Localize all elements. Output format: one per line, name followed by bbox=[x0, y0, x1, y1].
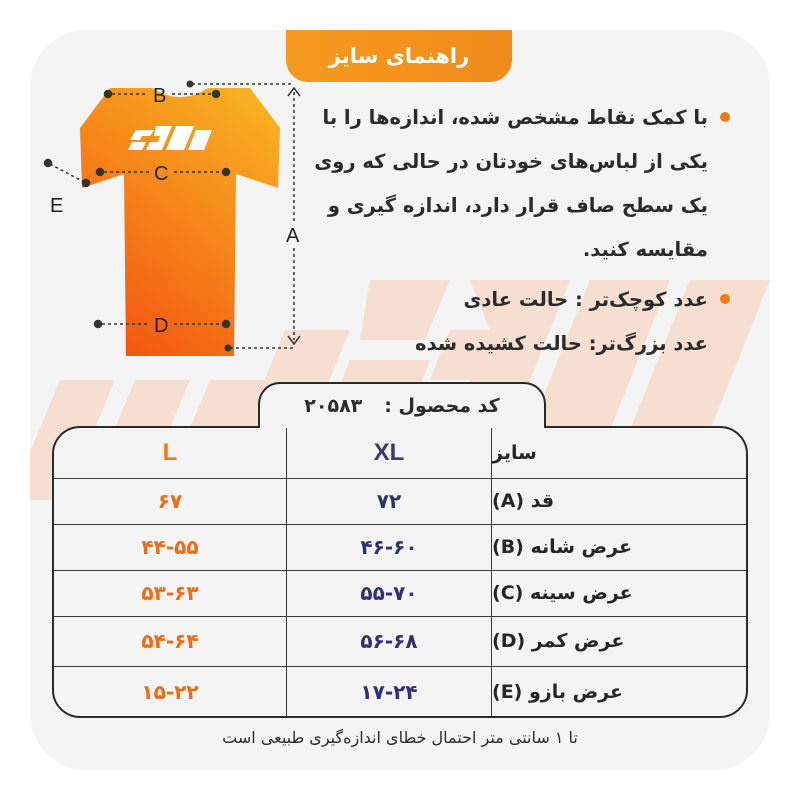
cell-xl: ۵۶-۶۸ bbox=[286, 616, 492, 666]
product-code-value: ۲۰۵۸۳ bbox=[304, 395, 363, 417]
label-c: C bbox=[154, 163, 169, 185]
cell-l: ۴۴-۵۵ bbox=[141, 535, 199, 559]
instruction-large-number: عدد بزرگ‌تر: حالت کشیده شده bbox=[415, 332, 708, 355]
header-label: سایز bbox=[492, 442, 537, 464]
header-size-l: L bbox=[162, 439, 178, 466]
product-code-label: کد محصول : bbox=[384, 395, 500, 417]
size-table bbox=[52, 426, 748, 718]
cell-l: ۵۴-۶۴ bbox=[141, 629, 199, 653]
cell-l: ۶۷ bbox=[157, 489, 183, 513]
table-row bbox=[54, 616, 746, 667]
cell-label: عرض بازو (E) bbox=[492, 681, 623, 703]
cell-label: قد (A) bbox=[492, 490, 555, 512]
instruction-measure bbox=[300, 96, 730, 272]
bullet-dot-icon bbox=[720, 294, 730, 304]
tshirt-diagram bbox=[40, 78, 320, 378]
table-row bbox=[54, 666, 746, 718]
instruction-text: با کمک نقاط مشخص شده، اندازه‌ها را با یکی از لباس‌های خودتان در حالی که روی یک سطح صاف قرار دارد، اندازه گیری و مقایسه کنید. bbox=[314, 106, 708, 261]
cell-label: عرض کمر (D) bbox=[492, 630, 625, 652]
instructions bbox=[300, 96, 730, 366]
cell-xl: ۱۷-۲۴ bbox=[286, 666, 492, 718]
product-code bbox=[258, 382, 546, 428]
table-header-row bbox=[54, 428, 746, 479]
footer-note: تا ۱ سانتی متر احتمال خطای اندازه‌گیری طبیعی است bbox=[222, 728, 578, 747]
table-row bbox=[54, 524, 746, 571]
label-a: A bbox=[286, 225, 300, 247]
table-row bbox=[54, 570, 746, 617]
cell-l: ۱۵-۲۲ bbox=[141, 680, 199, 704]
cell-l: ۵۳-۶۳ bbox=[141, 581, 199, 605]
page-title: راهنمای سایز bbox=[286, 30, 512, 82]
cell-xl: ۴۶-۶۰ bbox=[286, 524, 492, 570]
label-e: E bbox=[50, 195, 64, 217]
bullet-dot-icon bbox=[720, 112, 730, 122]
label-d: D bbox=[154, 315, 169, 337]
label-b: B bbox=[153, 85, 167, 107]
table-row bbox=[54, 478, 746, 525]
header-size-xl: XL bbox=[286, 428, 492, 478]
cell-xl: ۷۲ bbox=[286, 478, 492, 524]
instruction-small-number: عدد کوچک‌تر : حالت عادی bbox=[463, 288, 708, 311]
instruction-numbers bbox=[300, 278, 730, 366]
cell-label: عرض سینه (C) bbox=[492, 582, 633, 604]
cell-xl: ۵۵-۷۰ bbox=[286, 570, 492, 616]
cell-label: عرض شانه (B) bbox=[492, 536, 632, 558]
